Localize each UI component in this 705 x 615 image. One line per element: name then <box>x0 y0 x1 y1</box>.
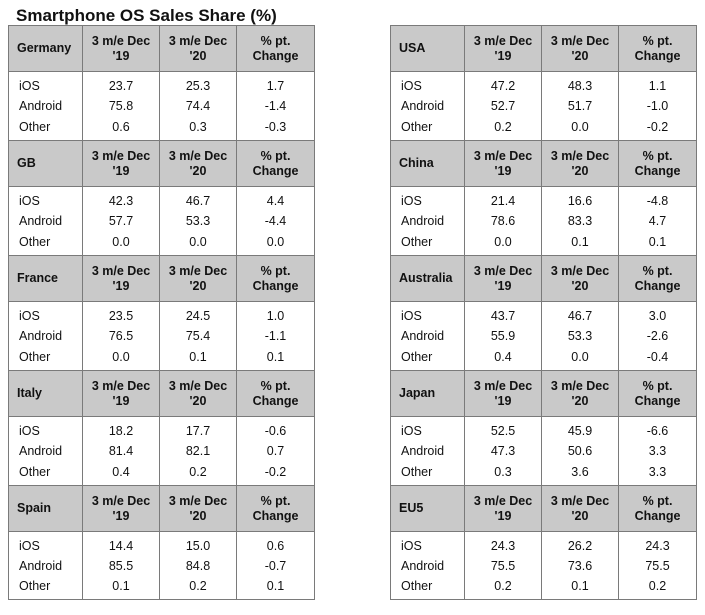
column-header-change: % pt. Change <box>634 493 681 523</box>
region-body <box>9 532 314 599</box>
value-change-column <box>619 417 696 485</box>
os-label-column <box>9 187 83 255</box>
os-label: Android <box>19 99 63 114</box>
region-body <box>9 302 314 370</box>
region-name: Australia <box>391 256 465 301</box>
region-header <box>391 141 696 187</box>
value-dec-20: 0.3 <box>189 120 207 135</box>
region-body <box>391 532 696 599</box>
value-dec-19: 0.4 <box>112 465 130 480</box>
value-dec-20-column <box>160 302 237 370</box>
value-dec-19: 76.5 <box>108 329 134 344</box>
column-header-change: % pt. Change <box>634 378 681 408</box>
os-label: Other <box>401 235 433 250</box>
value-change-column <box>619 302 696 370</box>
value-dec-20-column <box>160 532 237 599</box>
region-header <box>9 256 314 302</box>
region-name: GB <box>9 141 83 186</box>
os-label: iOS <box>401 308 422 323</box>
value-dec-20: 83.3 <box>567 214 593 229</box>
column-header-dec-19: 3 m/e Dec '19 <box>465 256 542 301</box>
value-dec-20: 53.3 <box>185 214 211 229</box>
os-label: Android <box>401 558 445 573</box>
column-header-dec-19: 3 m/e Dec '19 <box>465 486 542 531</box>
value-change-column <box>237 302 314 370</box>
column-header-dec-19: 3 m/e Dec '19 <box>465 26 542 71</box>
value-change: -0.2 <box>264 465 287 480</box>
os-label: iOS <box>401 538 422 553</box>
value-dec-20-column <box>542 417 619 485</box>
os-label: iOS <box>19 193 40 208</box>
os-label: Android <box>19 329 63 344</box>
region-block <box>8 485 315 600</box>
os-label: Android <box>401 214 445 229</box>
value-dec-20-column <box>542 187 619 255</box>
value-change: -1.0 <box>646 99 669 114</box>
os-label: Other <box>19 120 51 135</box>
region-block <box>390 485 697 600</box>
value-dec-20: 84.8 <box>185 558 211 573</box>
os-label: Other <box>401 579 433 594</box>
value-dec-20-column <box>542 72 619 140</box>
value-dec-20: 26.2 <box>567 538 593 553</box>
value-change-column <box>237 417 314 485</box>
column-header-change: % pt. Change <box>252 263 299 293</box>
os-label-column <box>9 417 83 485</box>
value-dec-20: 53.3 <box>567 329 593 344</box>
region-block <box>8 25 315 140</box>
os-label: Other <box>19 465 51 480</box>
region-name: Italy <box>9 371 83 416</box>
os-label: Other <box>19 579 51 594</box>
column-header-change: % pt. Change <box>634 148 681 178</box>
value-change: 3.3 <box>648 444 667 459</box>
region-header <box>391 26 696 72</box>
os-label: Android <box>19 444 63 459</box>
value-dec-19-column <box>465 417 542 485</box>
value-dec-19: 55.9 <box>490 329 516 344</box>
value-dec-19: 18.2 <box>108 423 134 438</box>
value-dec-19: 23.5 <box>108 308 134 323</box>
value-dec-19: 52.7 <box>490 99 516 114</box>
os-label: Android <box>401 329 445 344</box>
value-dec-20-column <box>160 417 237 485</box>
left-column <box>8 25 315 600</box>
column-header-dec-20: 3 m/e Dec '20 <box>542 141 619 186</box>
column-header-dec-20: 3 m/e Dec '20 <box>160 371 237 416</box>
value-dec-20: 17.7 <box>185 423 211 438</box>
os-label: iOS <box>19 78 40 93</box>
region-body <box>391 417 696 485</box>
value-change: -4.8 <box>646 193 669 208</box>
column-header-change: % pt. Change <box>252 148 299 178</box>
region-block <box>390 140 697 255</box>
column-header-change: % pt. Change <box>634 33 681 63</box>
value-change: -0.6 <box>264 423 287 438</box>
column-header-dec-20: 3 m/e Dec '20 <box>542 486 619 531</box>
value-dec-19-column <box>83 187 160 255</box>
os-label-column <box>391 187 465 255</box>
value-dec-19: 0.2 <box>494 120 512 135</box>
value-dec-20: 82.1 <box>185 444 211 459</box>
value-change: 0.6 <box>266 538 285 553</box>
value-dec-20: 0.2 <box>189 465 207 480</box>
region-name: Spain <box>9 486 83 531</box>
value-dec-19-column <box>83 417 160 485</box>
value-dec-20: 0.0 <box>571 350 589 365</box>
region-body <box>391 72 696 140</box>
value-dec-20: 16.6 <box>567 193 593 208</box>
region-name: France <box>9 256 83 301</box>
column-header-change: % pt. Change <box>252 493 299 523</box>
value-dec-20: 24.5 <box>185 308 211 323</box>
value-dec-19: 0.0 <box>494 235 512 250</box>
value-dec-20: 25.3 <box>185 78 211 93</box>
column-header-dec-19: 3 m/e Dec '19 <box>465 371 542 416</box>
value-dec-20: 48.3 <box>567 78 593 93</box>
value-dec-20: 0.0 <box>189 235 207 250</box>
value-change-column <box>619 532 696 599</box>
os-label: Other <box>19 350 51 365</box>
value-dec-20: 0.1 <box>189 350 207 365</box>
value-change-column <box>237 532 314 599</box>
column-header-dec-19: 3 m/e Dec '19 <box>83 256 160 301</box>
os-label: iOS <box>401 423 422 438</box>
region-name: Germany <box>9 26 83 71</box>
value-change: -2.6 <box>646 329 669 344</box>
value-dec-19: 81.4 <box>108 444 134 459</box>
value-change: 1.1 <box>648 78 667 93</box>
value-dec-20-column <box>542 302 619 370</box>
region-header <box>391 371 696 417</box>
value-dec-19-column <box>465 72 542 140</box>
os-label-column <box>391 302 465 370</box>
os-label: Android <box>401 99 445 114</box>
os-label: iOS <box>401 78 422 93</box>
value-dec-19: 0.4 <box>494 350 512 365</box>
column-header-dec-19: 3 m/e Dec '19 <box>465 141 542 186</box>
region-body <box>391 302 696 370</box>
value-change: 0.1 <box>266 350 285 365</box>
value-change: -4.4 <box>264 214 287 229</box>
os-label: Android <box>401 444 445 459</box>
value-change: 1.7 <box>266 78 285 93</box>
value-change: 24.3 <box>645 538 670 553</box>
os-label-column <box>391 72 465 140</box>
column-header-dec-20: 3 m/e Dec '20 <box>160 256 237 301</box>
region-header <box>9 371 314 417</box>
value-dec-20: 0.1 <box>571 579 589 594</box>
value-change: -0.2 <box>646 120 669 135</box>
os-label: Android <box>19 214 63 229</box>
value-dec-20-column <box>542 532 619 599</box>
value-change: 3.0 <box>648 308 667 323</box>
os-label: iOS <box>19 538 40 553</box>
value-dec-19: 75.5 <box>490 558 516 573</box>
value-dec-20-column <box>160 72 237 140</box>
value-change: -1.1 <box>264 329 287 344</box>
region-header <box>9 141 314 187</box>
value-dec-19: 0.0 <box>112 235 130 250</box>
value-change: 75.5 <box>645 558 670 573</box>
value-dec-19: 78.6 <box>490 214 516 229</box>
value-change: 0.1 <box>648 235 667 250</box>
column-header-dec-19: 3 m/e Dec '19 <box>83 26 160 71</box>
value-change-column <box>619 72 696 140</box>
value-change: 0.2 <box>648 579 667 594</box>
value-dec-19: 21.4 <box>490 193 516 208</box>
os-label: iOS <box>401 193 422 208</box>
os-label-column <box>391 532 465 599</box>
value-dec-19: 0.2 <box>494 579 512 594</box>
value-dec-20: 51.7 <box>567 99 593 114</box>
column-header-dec-19: 3 m/e Dec '19 <box>83 141 160 186</box>
value-dec-19: 57.7 <box>108 214 134 229</box>
region-body <box>9 417 314 485</box>
column-header-change: % pt. Change <box>252 33 299 63</box>
os-label: Android <box>19 558 63 573</box>
value-dec-19-column <box>83 532 160 599</box>
column-header-dec-20: 3 m/e Dec '20 <box>542 371 619 416</box>
column-header-change: % pt. Change <box>634 263 681 293</box>
value-dec-20: 50.6 <box>567 444 593 459</box>
value-change: 0.1 <box>266 579 285 594</box>
value-dec-20: 45.9 <box>567 423 593 438</box>
value-change: -0.3 <box>264 120 287 135</box>
region-header <box>9 486 314 532</box>
value-dec-19: 42.3 <box>108 193 134 208</box>
column-header-dec-20: 3 m/e Dec '20 <box>542 256 619 301</box>
column-header-dec-20: 3 m/e Dec '20 <box>160 141 237 186</box>
value-dec-20: 74.4 <box>185 99 211 114</box>
value-dec-19: 85.5 <box>108 558 134 573</box>
os-label: Other <box>401 465 433 480</box>
region-header <box>391 256 696 302</box>
value-dec-20: 15.0 <box>185 538 211 553</box>
value-dec-19: 47.3 <box>490 444 516 459</box>
region-block <box>8 255 315 370</box>
value-dec-20: 0.2 <box>189 579 207 594</box>
os-label: iOS <box>19 308 40 323</box>
os-label: Other <box>401 120 433 135</box>
value-change: 4.4 <box>266 193 285 208</box>
os-label-column <box>9 532 83 599</box>
region-name: China <box>391 141 465 186</box>
column-header-dec-20: 3 m/e Dec '20 <box>160 26 237 71</box>
value-dec-19: 0.3 <box>494 465 512 480</box>
column-header-dec-20: 3 m/e Dec '20 <box>542 26 619 71</box>
value-dec-20-column <box>160 187 237 255</box>
value-change: 0.7 <box>266 444 285 459</box>
value-dec-20: 73.6 <box>567 558 593 573</box>
value-change-column <box>237 187 314 255</box>
value-change: 1.0 <box>266 308 285 323</box>
os-label: Other <box>19 235 51 250</box>
value-dec-19: 24.3 <box>490 538 516 553</box>
value-change: -0.4 <box>646 350 669 365</box>
value-dec-19-column <box>465 187 542 255</box>
value-dec-20: 75.4 <box>185 329 211 344</box>
region-block <box>8 140 315 255</box>
page-title: Smartphone OS Sales Share (%) <box>16 6 277 25</box>
value-change: 0.0 <box>266 235 285 250</box>
value-dec-20: 0.1 <box>571 235 589 250</box>
region-header <box>9 26 314 72</box>
value-dec-19: 0.6 <box>112 120 130 135</box>
value-change-column <box>237 72 314 140</box>
value-dec-19: 47.2 <box>490 78 516 93</box>
os-label: Other <box>401 350 433 365</box>
region-name: Japan <box>391 371 465 416</box>
value-change: -1.4 <box>264 99 287 114</box>
region-block <box>390 255 697 370</box>
value-change: 3.3 <box>648 465 667 480</box>
column-header-change: % pt. Change <box>252 378 299 408</box>
region-header <box>391 486 696 532</box>
value-change-column <box>619 187 696 255</box>
os-label-column <box>9 72 83 140</box>
value-dec-19-column <box>465 532 542 599</box>
value-dec-19-column <box>83 302 160 370</box>
value-change: 4.7 <box>648 214 667 229</box>
region-body <box>9 72 314 140</box>
os-label-column <box>9 302 83 370</box>
value-dec-19: 0.0 <box>112 350 130 365</box>
value-dec-19: 14.4 <box>108 538 134 553</box>
os-label: iOS <box>19 423 40 438</box>
value-dec-19: 0.1 <box>112 579 130 594</box>
column-header-dec-19: 3 m/e Dec '19 <box>83 371 160 416</box>
value-dec-19: 75.8 <box>108 99 134 114</box>
region-name: EU5 <box>391 486 465 531</box>
region-block <box>8 370 315 485</box>
value-dec-19: 23.7 <box>108 78 134 93</box>
os-label-column <box>391 417 465 485</box>
value-change: -6.6 <box>646 423 669 438</box>
value-dec-19-column <box>83 72 160 140</box>
value-dec-19-column <box>465 302 542 370</box>
value-dec-20: 0.0 <box>571 120 589 135</box>
value-dec-19: 52.5 <box>490 423 516 438</box>
value-dec-19: 43.7 <box>490 308 516 323</box>
column-header-dec-19: 3 m/e Dec '19 <box>83 486 160 531</box>
region-body <box>391 187 696 255</box>
region-block <box>390 370 697 485</box>
value-dec-20: 3.6 <box>571 465 589 480</box>
region-name: USA <box>391 26 465 71</box>
value-dec-20: 46.7 <box>185 193 211 208</box>
region-body <box>9 187 314 255</box>
right-column <box>390 25 697 600</box>
column-header-dec-20: 3 m/e Dec '20 <box>160 486 237 531</box>
value-change: -0.7 <box>264 558 287 573</box>
region-block <box>390 25 697 140</box>
value-dec-20: 46.7 <box>567 308 593 323</box>
